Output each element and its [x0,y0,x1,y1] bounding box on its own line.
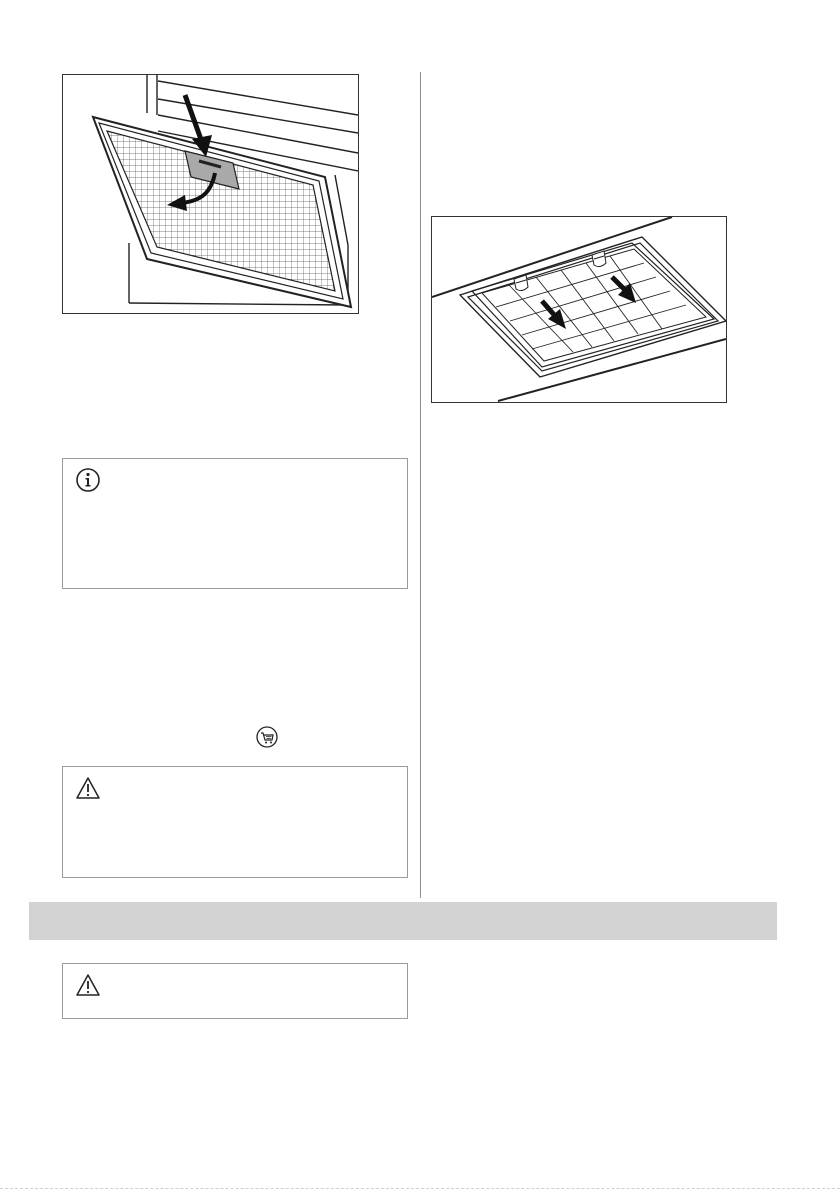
warning-notice-2 [62,963,408,1019]
info-icon [75,467,101,493]
filter-frame [93,117,351,307]
info-notice [62,458,408,589]
warning-icon [75,972,101,998]
shop-cart-icon [256,726,278,748]
section-heading-bar [29,902,777,940]
grease-filter-removal-figure [62,74,359,314]
filter-tilt-illustration [63,75,358,313]
warning-icon [75,775,101,801]
hood-filter-arrows-illustration [432,217,726,402]
column-divider [420,72,421,898]
grease-filter-hood-figure [431,216,727,403]
slide-arrows [542,277,636,329]
page-bottom-rule [0,1188,840,1189]
warning-notice [62,766,408,878]
